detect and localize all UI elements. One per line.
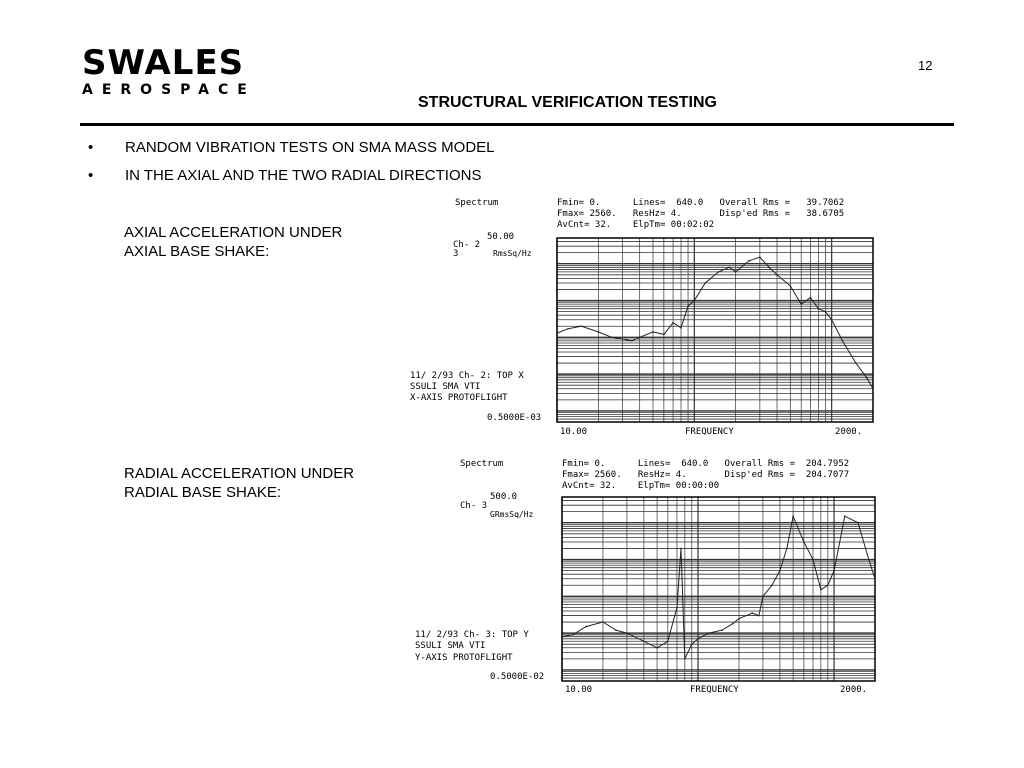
- page-title: STRUCTURAL VERIFICATION TESTING: [418, 94, 717, 111]
- data-point: [812, 559, 814, 561]
- data-point: [729, 267, 731, 269]
- data-point: [676, 607, 678, 609]
- data-point: [779, 570, 781, 572]
- data-point: [580, 325, 582, 327]
- chart-grid: [562, 497, 875, 681]
- data-point: [833, 570, 835, 572]
- data-point: [611, 337, 613, 339]
- data-point: [800, 303, 802, 305]
- channel-label: Ch- 2: [453, 240, 481, 250]
- page-number: 12: [918, 58, 933, 73]
- channel-label: 3: [453, 249, 459, 259]
- bullet-item: [88, 167, 495, 195]
- data-point: [602, 621, 604, 623]
- data-point: [615, 629, 617, 631]
- chart-note: SSULI SMA VTI: [410, 382, 481, 392]
- bullet-list: [88, 139, 495, 195]
- data-point: [680, 327, 682, 329]
- radial-spectrum-chart: [410, 455, 890, 700]
- data-point: [857, 522, 859, 524]
- channel-label: Ch- 3: [460, 501, 488, 511]
- data-point: [868, 559, 870, 561]
- y-max-label: 500.0: [490, 492, 518, 502]
- chart-grid: [557, 238, 873, 422]
- data-point: [680, 548, 682, 550]
- data-point: [694, 300, 696, 302]
- bullet-text: RANDOM VIBRATION TESTS ON SMA MASS MODEL: [125, 139, 495, 156]
- data-point: [768, 267, 770, 269]
- y-min-label: 0.5000E-02: [490, 672, 545, 682]
- data-point: [751, 612, 753, 614]
- data-point: [704, 282, 706, 284]
- data-point: [818, 308, 820, 310]
- data-point: [844, 515, 846, 517]
- data-point: [598, 331, 600, 333]
- axial-spectrum-chart: [405, 194, 885, 439]
- chart-header-line: Fmax= 2560. ResHz= 4. Disp'ed Rms = 204.7077: [562, 470, 850, 480]
- data-point: [759, 256, 761, 258]
- chart-header-line: Fmax= 2560. ResHz= 4. Disp'ed Rms = 38.6705: [557, 209, 845, 219]
- y-max-label: 50.00: [487, 232, 515, 242]
- data-point: [721, 629, 723, 631]
- y-unit-label: RmsSq/Hz: [493, 249, 532, 258]
- data-point: [572, 634, 574, 636]
- header-divider: [80, 123, 954, 126]
- data-point: [820, 589, 822, 591]
- data-points: [556, 256, 874, 389]
- data-point: [872, 388, 874, 390]
- chart-note: 11/ 2/93 Ch- 2: TOP X: [410, 371, 524, 381]
- data-point: [656, 647, 658, 649]
- radial-caption-line: RADIAL ACCELERATION UNDER: [124, 465, 355, 482]
- data-point: [556, 332, 558, 334]
- data-point: [803, 541, 805, 543]
- chart-title: Spectrum: [460, 459, 504, 469]
- radial-caption-line: RADIAL BASE SHAKE:: [124, 484, 282, 501]
- data-point: [735, 271, 737, 273]
- chart-note: X-AXIS PROTOFLIGHT: [410, 393, 508, 403]
- data-point: [639, 337, 641, 339]
- axial-caption: [124, 223, 342, 261]
- data-point: [792, 515, 794, 517]
- data-point: [738, 618, 740, 620]
- data-point: [567, 328, 569, 330]
- chart-title: Spectrum: [455, 198, 499, 208]
- y-unit-label: GRmsSq/Hz: [490, 510, 534, 519]
- chart-header-line: Fmin= 0. Lines= 640.0 Overall Rms = 204.7952: [562, 459, 850, 469]
- data-point: [672, 322, 674, 324]
- data-point: [585, 626, 587, 628]
- data-point: [667, 641, 669, 643]
- chart-header-line: Fmin= 0. Lines= 640.0 Overall Rms = 39.7062: [557, 198, 845, 208]
- data-point: [626, 632, 628, 634]
- data-point: [758, 615, 760, 617]
- chart-note: Y-AXIS PROTOFLIGHT: [415, 653, 513, 663]
- chart-header-line: AvCnt= 32. ElpTm= 00:02:02: [557, 220, 715, 230]
- x-max-label: 2000.: [835, 427, 863, 437]
- data-point: [663, 334, 665, 336]
- axial-caption-line: AXIAL ACCELERATION UNDER: [124, 224, 343, 241]
- data-point: [776, 274, 778, 276]
- x-axis-label: FREQUENCY: [685, 427, 734, 437]
- data-point: [748, 260, 750, 262]
- data-point: [855, 362, 857, 364]
- data-point: [718, 271, 720, 273]
- chart-header-line: AvCnt= 32. ElpTm= 00:00:00: [562, 481, 720, 491]
- data-point: [790, 285, 792, 287]
- data-point: [561, 636, 563, 638]
- x-max-label: 2000.: [840, 685, 868, 695]
- x-min-label: 10.00: [560, 427, 588, 437]
- data-point: [732, 623, 734, 625]
- bullet-symbol: •: [88, 139, 94, 156]
- data-point: [691, 643, 693, 645]
- y-min-label: 0.5000E-03: [487, 413, 542, 423]
- logo-wordmark: SWALES: [82, 43, 245, 83]
- data-point: [684, 658, 686, 660]
- data-point: [762, 596, 764, 598]
- x-axis-label: FREQUENCY: [690, 685, 739, 695]
- data-point: [631, 340, 633, 342]
- axial-caption-line: AXIAL BASE SHAKE:: [124, 243, 270, 260]
- data-point: [652, 331, 654, 333]
- data-point: [697, 638, 699, 640]
- data-point: [687, 305, 689, 307]
- x-min-label: 10.00: [565, 685, 593, 695]
- data-point: [786, 548, 788, 550]
- data-point: [827, 584, 829, 586]
- data-point: [831, 319, 833, 321]
- chart-note: SSULI SMA VTI: [415, 641, 486, 651]
- data-point: [842, 340, 844, 342]
- data-point: [771, 584, 773, 586]
- bullet-item: [88, 139, 495, 167]
- data-point: [810, 297, 812, 299]
- data-point: [866, 377, 868, 379]
- data-point: [643, 641, 645, 643]
- chart-note: 11/ 2/93 Ch- 3: TOP Y: [415, 630, 529, 640]
- radial-caption: [124, 464, 354, 502]
- bullet-text: IN THE AXIAL AND THE TWO RADIAL DIRECTIONS: [125, 167, 482, 184]
- data-point: [874, 578, 876, 580]
- company-logo: [82, 43, 256, 98]
- data-point: [622, 338, 624, 340]
- bullet-symbol: •: [88, 167, 94, 184]
- logo-subtitle: AEROSPACE: [82, 82, 256, 98]
- data-point: [825, 311, 827, 313]
- data-point: [708, 632, 710, 634]
